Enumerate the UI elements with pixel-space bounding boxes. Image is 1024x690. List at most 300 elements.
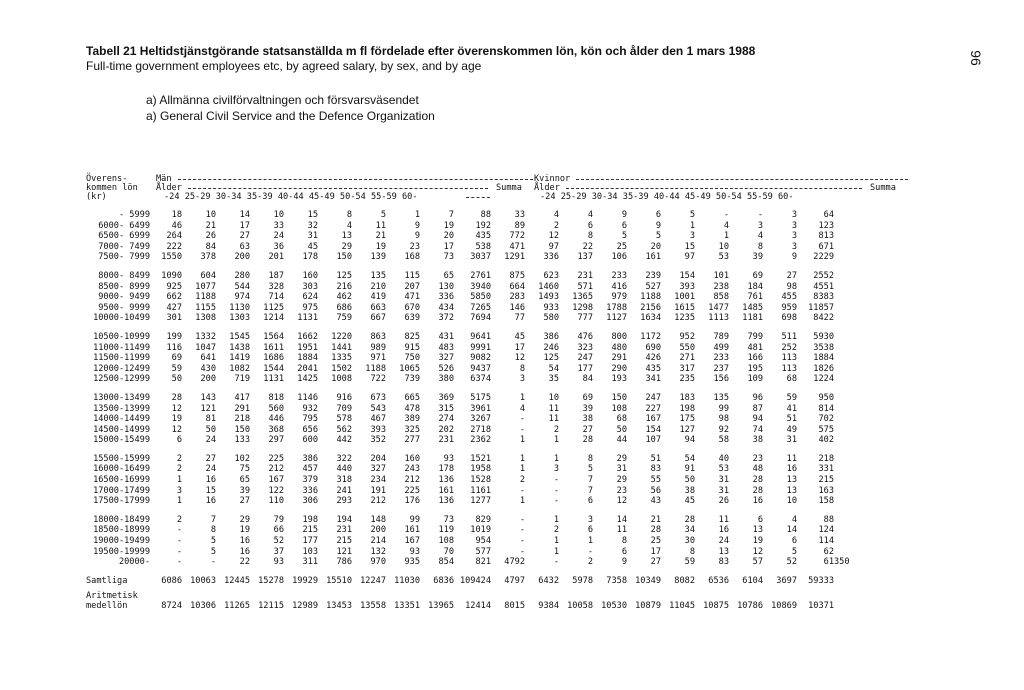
table-cell: 136	[438, 475, 454, 486]
table-cell: -	[176, 546, 182, 557]
total-label: Samtliga	[86, 575, 128, 586]
table-cell: 75	[239, 464, 250, 475]
salary-table	[86, 174, 908, 612]
table-row	[86, 496, 908, 507]
table-cell: 50	[171, 374, 182, 385]
table-cell: 101	[713, 270, 729, 281]
table-cell: 2	[553, 525, 559, 536]
table-cell: 293	[336, 496, 352, 507]
table-cell: 1438	[229, 342, 250, 353]
table-cell: 108	[438, 536, 454, 547]
table-cell: 5	[210, 546, 216, 557]
table-cell: 14	[239, 210, 250, 220]
table-cell: 133	[234, 435, 250, 446]
table-cell: 81	[205, 414, 216, 425]
table-cell: 6	[587, 220, 593, 231]
table-cell: 154	[645, 424, 661, 435]
table-cell: 6	[791, 536, 797, 547]
table-cell: 10306	[190, 601, 216, 612]
table-cell: 158	[818, 496, 834, 507]
table-cell: 79	[273, 514, 284, 525]
table-cell: 66	[273, 525, 284, 536]
table-cell: 218	[818, 453, 834, 464]
table-cell: 1	[176, 496, 182, 507]
table-cell: 125	[336, 270, 352, 281]
table-cell: 195	[747, 363, 763, 374]
table-cell: 297	[268, 435, 284, 446]
table-cell: 664	[509, 281, 525, 292]
table-cell: 57	[752, 557, 763, 568]
salary-band-label: 8500- 8999	[98, 281, 150, 292]
table-row	[86, 282, 908, 293]
salary-band-label: 19500-19999	[93, 546, 150, 557]
table-cell: 1077	[195, 281, 216, 292]
table-cell: 235	[679, 374, 695, 385]
table-cell: 28	[752, 475, 763, 486]
table-cell: 119	[438, 525, 454, 536]
table-cell: 15278	[258, 575, 284, 586]
table-cell: 8	[346, 210, 352, 220]
table-cell: 32	[307, 220, 318, 231]
table-cell: 38	[684, 485, 695, 496]
table-cell: 435	[475, 231, 491, 242]
table-cell: 1001	[674, 292, 695, 303]
table-cell: 322	[336, 453, 352, 464]
table-cell: 24	[205, 435, 216, 446]
table-cell: 372	[438, 313, 454, 324]
table-cell: 759	[336, 313, 352, 324]
table-cell: 3	[587, 514, 593, 525]
table-cell: 13453	[326, 601, 352, 612]
table-cell: 6432	[538, 575, 559, 586]
table-cell: 243	[404, 464, 420, 475]
table-cell: 73	[443, 252, 454, 263]
average-values-row	[86, 601, 908, 612]
table-cell: 280	[234, 270, 250, 281]
table-cell: 91	[684, 464, 695, 475]
table-row	[86, 271, 908, 282]
table-cell: 1365	[572, 292, 593, 303]
table-cell: 17	[239, 220, 250, 231]
header-men: Män	[156, 174, 172, 184]
table-cell: 148	[370, 514, 386, 525]
table-cell: 166	[747, 353, 763, 364]
table-cell: 10063	[190, 575, 216, 586]
table-cell: 51	[650, 453, 661, 464]
table-cell: 4	[553, 210, 559, 220]
header-rule	[466, 197, 490, 198]
table-cell: 11	[548, 414, 559, 425]
table-cell: 1788	[606, 302, 627, 313]
table-cell: 9082	[470, 353, 491, 364]
table-cell: 65	[239, 475, 250, 486]
table-cell: 13	[341, 231, 352, 242]
table-cell: 28	[752, 485, 763, 496]
table-row	[86, 343, 908, 354]
table-cell: 29	[239, 514, 250, 525]
table-cell: 121	[336, 546, 352, 557]
header-rule	[188, 188, 488, 189]
table-cell: 110	[268, 496, 284, 507]
table-cell: 3267	[470, 414, 491, 425]
table-cell: 8	[587, 231, 593, 242]
table-cell: 28	[650, 525, 661, 536]
table-cell: 53	[718, 464, 729, 475]
table-row	[86, 313, 908, 324]
table-cell: 234	[370, 475, 386, 486]
table-cell: 935	[404, 557, 420, 568]
table-cell: 9641	[470, 331, 491, 342]
row-group	[86, 393, 908, 446]
table-cell: 2761	[470, 270, 491, 281]
table-cell: 1188	[195, 292, 216, 303]
table-cell: 1277	[470, 496, 491, 507]
table-cell: 417	[234, 392, 250, 403]
table-cell: 34	[684, 525, 695, 536]
table-cell: 526	[438, 363, 454, 374]
table-cell: 933	[543, 302, 559, 313]
table-row	[86, 404, 908, 415]
table-cell: 215	[818, 475, 834, 486]
table-cell: 702	[818, 414, 834, 425]
table-cell: 8	[757, 241, 763, 252]
table-cell: 192	[475, 220, 491, 231]
table-cell: 1564	[263, 331, 284, 342]
table-cell: 4	[519, 403, 525, 414]
salary-band-label: 8000- 8499	[98, 270, 150, 281]
table-cell: 1161	[470, 485, 491, 496]
table-cell: 3	[689, 231, 695, 242]
table-cell: 50	[205, 424, 216, 435]
table-cell: 813	[818, 231, 834, 242]
table-cell: 45	[684, 496, 695, 507]
table-cell: 481	[747, 342, 763, 353]
table-cell: 31	[307, 231, 318, 242]
table-cell: 3	[791, 220, 797, 231]
table-cell: 13351	[394, 601, 420, 612]
table-cell: 1	[723, 231, 729, 242]
table-cell: 336	[438, 292, 454, 303]
salary-band-label: 6500- 6999	[98, 231, 150, 242]
table-cell: 1303	[229, 313, 250, 324]
table-cell: 772	[509, 231, 525, 242]
salary-band-label: 13000-13499	[93, 392, 150, 403]
header-kr: (kr)	[86, 192, 107, 202]
table-cell: 6	[176, 435, 182, 446]
table-cell: 135	[370, 270, 386, 281]
table-cell: 39	[239, 485, 250, 496]
table-cell: 1	[519, 392, 525, 403]
table-cell: 15	[307, 210, 318, 220]
table-cell: 419	[370, 292, 386, 303]
table-cell: 1521	[470, 453, 491, 464]
table-cell: 12	[171, 403, 182, 414]
header-sum-men: Summa	[496, 183, 522, 193]
table-cell: -	[176, 557, 182, 568]
table-cell: 1335	[331, 353, 352, 364]
table-cell: 8082	[674, 575, 695, 586]
table-cell: 88	[823, 514, 834, 525]
table-cell: 670	[404, 302, 420, 313]
table-cell: -	[176, 536, 182, 547]
table-cell: 9	[414, 220, 420, 231]
table-cell: 1493	[538, 292, 559, 303]
table-cell: 58	[718, 435, 729, 446]
table-cell: 11	[786, 453, 797, 464]
table-cell: 53	[718, 252, 729, 263]
table-cell: 2552	[813, 270, 834, 281]
table-cell: 135	[713, 392, 729, 403]
table-cell: 950	[818, 392, 834, 403]
table-cell: 29	[341, 241, 352, 252]
table-cell: 241	[336, 485, 352, 496]
header-kommen: kommen lön	[86, 183, 138, 193]
table-cell: 5850	[470, 292, 491, 303]
table-cell: 925	[166, 281, 182, 292]
table-cell: 28	[171, 392, 182, 403]
table-cell: 39	[582, 403, 593, 414]
table-cell: 11857	[808, 302, 834, 313]
table-cell: 368	[268, 424, 284, 435]
table-cell: 167	[268, 475, 284, 486]
table-cell: 10	[205, 210, 216, 220]
table-cell: 1958	[470, 464, 491, 475]
row-group	[86, 454, 908, 507]
table-cell: 102	[234, 453, 250, 464]
table-cell: 160	[404, 453, 420, 464]
table-cell: 113	[781, 353, 797, 364]
table-cell: 50	[684, 475, 695, 486]
table-cell: 974	[234, 292, 250, 303]
table-cell: 1	[553, 514, 559, 525]
table-cell: 11	[718, 514, 729, 525]
table-cell: 624	[302, 292, 318, 303]
table-cell: 21	[650, 514, 661, 525]
table-cell: 167	[645, 414, 661, 425]
table-cell: 93	[443, 453, 454, 464]
table-cell: 3	[176, 485, 182, 496]
table-cell: 393	[370, 424, 386, 435]
table-cell: 29	[616, 453, 627, 464]
table-cell: 9	[791, 252, 797, 263]
table-cell: 12	[171, 424, 182, 435]
salary-band-label: 14000-14499	[93, 414, 150, 425]
table-cell: 671	[818, 241, 834, 252]
table-cell: 378	[200, 252, 216, 263]
table-cell: 761	[747, 292, 763, 303]
table-cell: 7	[210, 514, 216, 525]
section-heading	[146, 92, 435, 124]
table-cell: 13	[786, 485, 797, 496]
table-cell: 201	[268, 252, 284, 263]
table-cell: 56	[650, 485, 661, 496]
table-cell: 130	[438, 281, 454, 292]
table-cell: 323	[577, 342, 593, 353]
table-cell: 1884	[297, 353, 318, 364]
average-label-line1: Aritmetisk	[86, 591, 138, 602]
table-cell: 5	[791, 546, 797, 557]
table-cell: 177	[577, 363, 593, 374]
table-cell: 233	[713, 353, 729, 364]
table-cell: 291	[611, 353, 627, 364]
table-cell: 274	[438, 414, 454, 425]
table-cell: 233	[611, 270, 627, 281]
table-cell: 709	[336, 403, 352, 414]
table-cell: 1172	[640, 331, 661, 342]
header-overens: Överens-	[86, 174, 128, 184]
table-cell: 3	[791, 231, 797, 242]
salary-band-label: 19000-19499	[93, 536, 150, 547]
table-cell: 291	[234, 403, 250, 414]
table-row	[86, 486, 908, 497]
table-cell: 1	[553, 453, 559, 464]
table-cell: 17	[650, 546, 661, 557]
table-cell: 604	[200, 270, 216, 281]
table-cell: 1634	[640, 313, 661, 324]
table-cell: 11030	[394, 575, 420, 586]
table-cell: 44	[616, 435, 627, 446]
table-cell: 97	[548, 241, 559, 252]
table-cell: 4551	[813, 281, 834, 292]
table-cell: 575	[818, 424, 834, 435]
table-cell: 8	[689, 546, 695, 557]
table-cell: 55	[650, 475, 661, 486]
header-age-men: Ålder	[156, 183, 182, 193]
table-cell: 336	[302, 485, 318, 496]
table-row	[86, 414, 908, 425]
table-cell: -	[519, 514, 525, 525]
table-cell: 1826	[813, 363, 834, 374]
table-cell: 1298	[572, 302, 593, 313]
salary-band-label: 16000-16499	[93, 464, 150, 475]
table-cell: 1131	[263, 374, 284, 385]
table-cell: 580	[543, 313, 559, 324]
table-cell: 5	[689, 210, 695, 220]
header-women: Kvinnor	[534, 174, 571, 184]
table-cell: 462	[336, 292, 352, 303]
table-cell: 191	[370, 485, 386, 496]
table-cell: 315	[438, 403, 454, 414]
table-row	[86, 332, 908, 343]
table-cell: 1308	[195, 313, 216, 324]
table-cell: 93	[273, 557, 284, 568]
table-cell: 150	[336, 252, 352, 263]
table-cell: 24	[273, 231, 284, 242]
table-cell: 27	[205, 453, 216, 464]
table-cell: 1	[519, 464, 525, 475]
table-cell: 27	[786, 270, 797, 281]
table-cell: 350	[834, 557, 850, 568]
table-cell: 1441	[331, 342, 352, 353]
table-cell: -	[519, 424, 525, 435]
table-cell: 18	[171, 210, 182, 220]
table-cell: 6	[757, 514, 763, 525]
table-cell: 471	[404, 292, 420, 303]
table-cell: 550	[679, 342, 695, 353]
table-cell: 94	[684, 435, 695, 446]
table-header	[86, 44, 946, 73]
table-cell: 538	[475, 241, 491, 252]
table-cell: 317	[679, 363, 695, 374]
table-cell: 161	[438, 485, 454, 496]
table-cell: 9	[414, 231, 420, 242]
table-cell: 23	[616, 485, 627, 496]
table-cell: 656	[302, 424, 318, 435]
table-cell: 455	[781, 292, 797, 303]
table-cell: 5	[621, 231, 627, 242]
table-cell: 1235	[674, 313, 695, 324]
table-cell: 673	[370, 392, 386, 403]
table-cell: -	[210, 557, 216, 568]
table-cell: 26	[205, 231, 216, 242]
table-cell: 6086	[161, 575, 182, 586]
table-cell: 562	[336, 424, 352, 435]
table-row	[86, 242, 908, 253]
table-cell: 177	[302, 536, 318, 547]
salary-band-label: 11500-11999	[93, 353, 150, 364]
table-cell: 10875	[703, 601, 729, 612]
table-cell: 818	[268, 392, 284, 403]
table-cell: -	[519, 525, 525, 536]
table-cell: 10349	[635, 575, 661, 586]
table-cell: 3961	[470, 403, 491, 414]
table-cell: 641	[200, 353, 216, 364]
table-cell: 4	[723, 220, 729, 231]
table-cell: 154	[679, 270, 695, 281]
table-cell: 821	[475, 557, 491, 568]
table-cell: 3538	[813, 342, 834, 353]
table-cell: 814	[818, 403, 834, 414]
table-cell: 150	[611, 392, 627, 403]
table-cell: 6374	[470, 374, 491, 385]
table-cell: 4	[587, 210, 593, 220]
table-cell: 184	[747, 281, 763, 292]
table-cell: 193	[611, 374, 627, 385]
table-cell: 1291	[504, 252, 525, 263]
salary-band-label: 17500-17999	[93, 496, 150, 507]
table-cell: 750	[404, 353, 420, 364]
table-cell: 16	[205, 475, 216, 486]
table-cell: 3	[553, 464, 559, 475]
table-cell: 442	[336, 435, 352, 446]
table-cell: 93	[409, 546, 420, 557]
table-cell: 1545	[229, 331, 250, 342]
table-cell: 10	[718, 241, 729, 252]
table-cell: -	[553, 557, 559, 568]
table-cell: 331	[818, 464, 834, 475]
table-cell: -	[176, 525, 182, 536]
table-cell: 290	[611, 363, 627, 374]
table-cell: 146	[509, 302, 525, 313]
table-cell: 1090	[161, 270, 182, 281]
table-cell: 9437	[470, 363, 491, 374]
table-cell: 13558	[360, 601, 386, 612]
table-cell: 178	[438, 464, 454, 475]
table-cell: 1	[414, 210, 420, 220]
table-cell: 31	[786, 435, 797, 446]
table-cell: 829	[475, 514, 491, 525]
table-cell: 45	[514, 331, 525, 342]
table-cell: 238	[713, 281, 729, 292]
table-cell: -	[519, 414, 525, 425]
table-cell: 28	[582, 435, 593, 446]
table-cell: 43	[650, 496, 661, 507]
table-cell: 13	[718, 546, 729, 557]
page-subtitle: Full-time government employees etc, by agreed salary, by sex, and by age	[86, 59, 482, 73]
table-cell: 306	[302, 496, 318, 507]
table-cell: 33	[514, 210, 525, 220]
table-cell: 127	[679, 424, 695, 435]
